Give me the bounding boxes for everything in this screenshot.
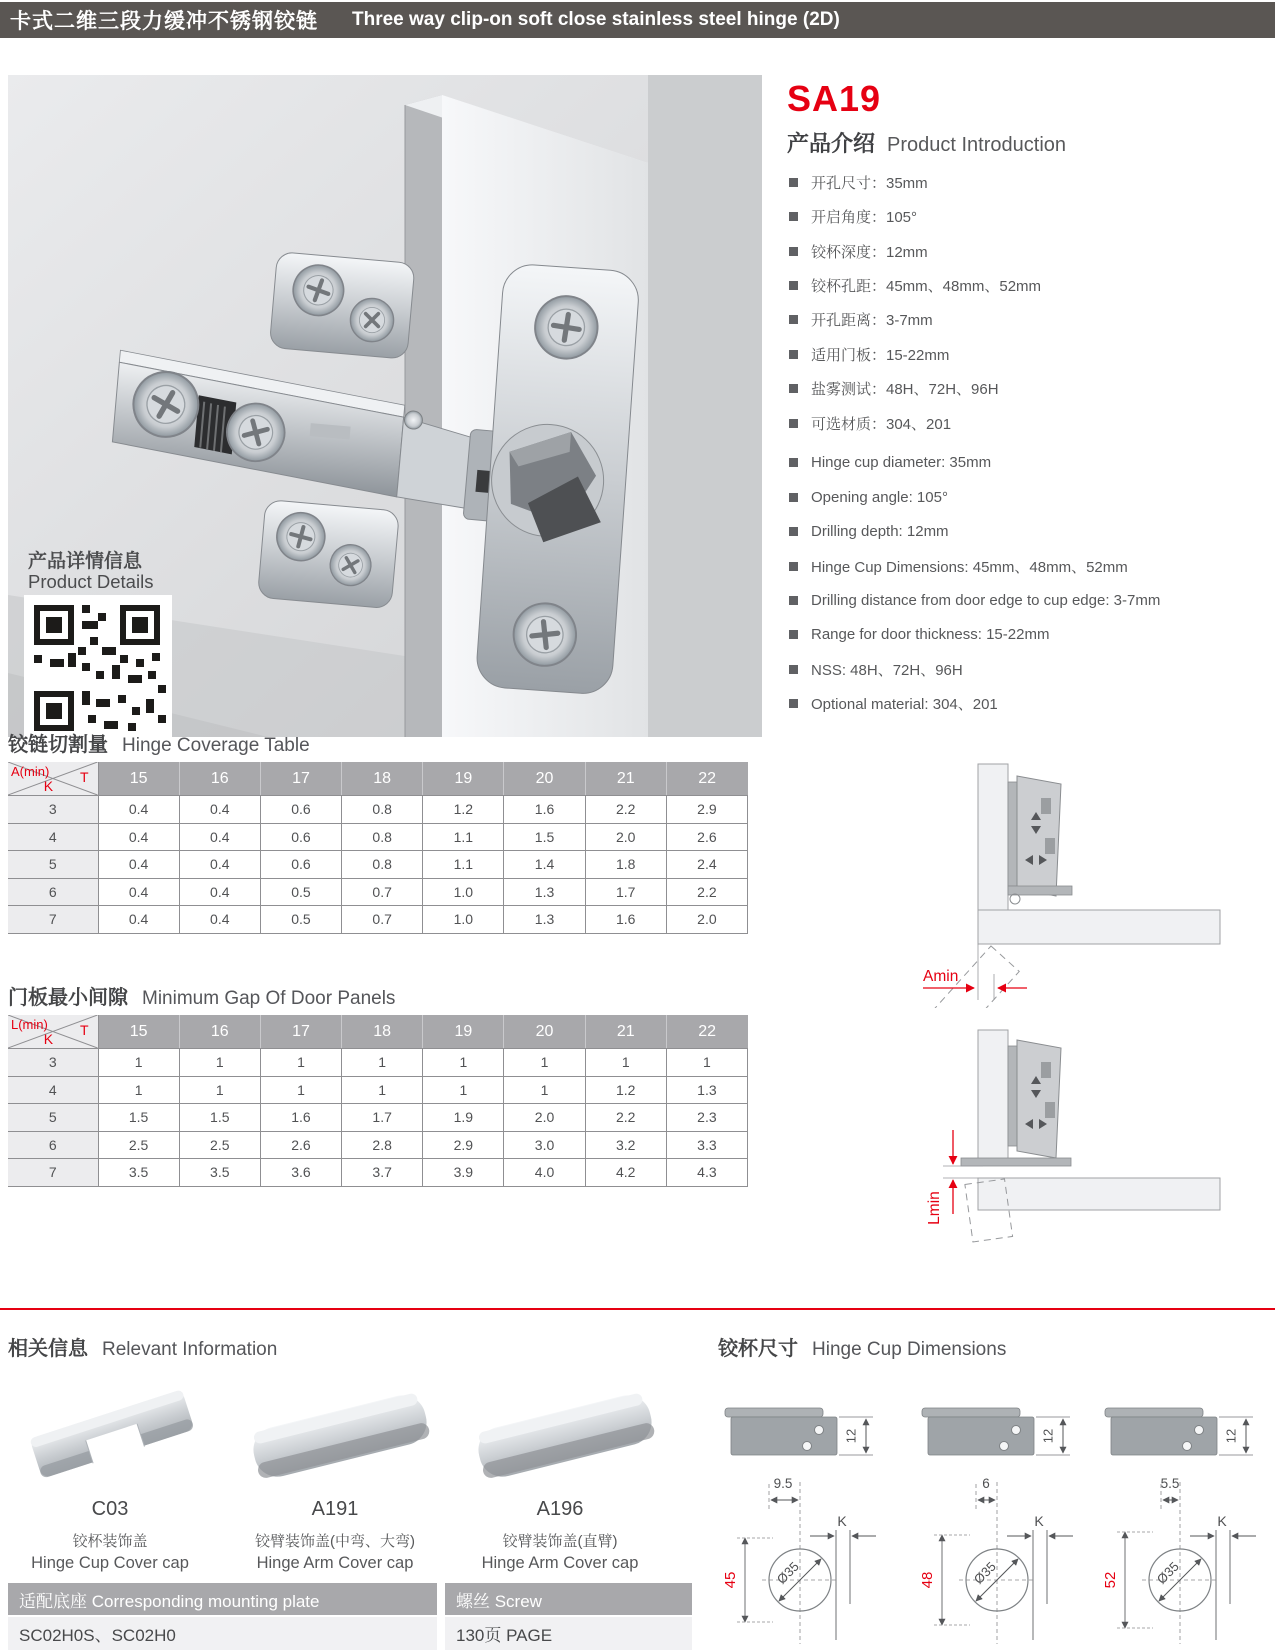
col-header: 17 [260, 1015, 341, 1049]
table-cell: 1 [666, 1049, 747, 1077]
col-header: 20 [504, 1015, 585, 1049]
row-header: 6 [8, 1131, 98, 1159]
bullet-square-icon [789, 493, 798, 502]
corner-label-a: A(min) [11, 764, 50, 779]
cover-cap-c03-image [5, 1372, 215, 1498]
table-cell: 3.9 [423, 1159, 504, 1187]
col-header: 21 [585, 762, 666, 796]
table-cell: 1.3 [666, 1076, 747, 1104]
screw-value: 130页 PAGE [445, 1617, 692, 1650]
hinge-side-glyph [1008, 776, 1072, 904]
spec-text: 开孔距离：3-7mm [811, 312, 933, 330]
spec-text: Range for door thickness: 15-22mm [811, 626, 1050, 644]
cup-k-label: K [1034, 1513, 1044, 1529]
table-row [8, 906, 748, 934]
red-separator-line [0, 1308, 1275, 1310]
table-header-row [8, 1015, 748, 1049]
table-cell: 1 [585, 1049, 666, 1077]
corner-label-k: K [43, 778, 54, 794]
gap-title-cn: 门板最小间隙 [8, 987, 128, 1009]
table-cell: 1 [504, 1076, 585, 1104]
bullet-square-icon [789, 699, 798, 708]
table-cell: 1.6 [585, 906, 666, 934]
part-caption-en: Hinge Cup Cover cap [31, 1554, 189, 1572]
header-title-cn: 卡式二维三段力缓冲不锈钢铰链 [10, 10, 318, 33]
table-cell: 2.2 [585, 1104, 666, 1132]
table-cell: 2.9 [666, 796, 747, 824]
table-cell: 1.2 [423, 796, 504, 824]
relevant-heading [8, 1332, 277, 1361]
gap-title-en: Minimum Gap Of Door Panels [142, 988, 396, 1009]
table-cell: 4.2 [585, 1159, 666, 1187]
caption-a191 [225, 1498, 445, 1573]
spec-item [789, 303, 1271, 337]
table-row [8, 1104, 748, 1132]
table-cell: 2.5 [98, 1131, 179, 1159]
cup-depth-label: 12 [1223, 1428, 1239, 1444]
spec-text: 开孔尺寸：35mm [811, 174, 928, 192]
table-row [8, 796, 748, 824]
col-header: 19 [423, 1015, 504, 1049]
table-cell: 1 [342, 1076, 423, 1104]
hinge-cup-plate [475, 263, 640, 695]
table-cell: 1.6 [504, 796, 585, 824]
cup-pitch-label: 52 [1101, 1571, 1119, 1589]
spec-item [789, 372, 1271, 406]
header-title-en: Three way clip-on soft close stainless steel hinge (2D) [352, 9, 840, 30]
table-header-row [8, 762, 748, 796]
qr-label-cn: 产品详情信息 [28, 551, 143, 572]
part-code: A191 [311, 1498, 359, 1520]
table-cell: 0.7 [342, 878, 423, 906]
table-row [8, 1131, 748, 1159]
spec-text: NSS: 48H、72H、96H [811, 661, 963, 679]
row-header: 3 [8, 796, 98, 824]
spec-item [789, 199, 1271, 233]
table-cell: 0.8 [342, 851, 423, 879]
table-cell: 1 [98, 1076, 179, 1104]
table-cell: 1.5 [179, 1104, 260, 1132]
table-cell: 2.0 [585, 823, 666, 851]
bullet-square-icon [789, 350, 798, 359]
table-cell: 0.5 [260, 906, 341, 934]
table-cell: 0.4 [179, 878, 260, 906]
cover-cap-a191-image [225, 1378, 455, 1498]
cup-pitch-label: 45 [721, 1571, 739, 1589]
table-cell: 0.4 [98, 796, 179, 824]
table-cell: 1.0 [423, 878, 504, 906]
table-cell: 1 [98, 1049, 179, 1077]
product-photo-illustration [8, 75, 762, 737]
bullet-square-icon [789, 178, 798, 187]
cup-offset-label: 6 [982, 1476, 990, 1491]
table-cell: 2.3 [666, 1104, 747, 1132]
table-cell: 0.8 [342, 823, 423, 851]
table-cell: 0.4 [179, 851, 260, 879]
table-cell: 0.4 [179, 906, 260, 934]
table-cell: 3.6 [260, 1159, 341, 1187]
cup-k-label: K [837, 1513, 847, 1529]
bullet-square-icon [789, 458, 798, 467]
table-cell: 1 [342, 1049, 423, 1077]
table-cell: 0.6 [260, 823, 341, 851]
cup-heading-cn: 铰杯尺寸 [718, 1338, 798, 1360]
row-header: 4 [8, 1076, 98, 1104]
part-caption-en: Hinge Arm Cover cap [481, 1554, 639, 1572]
gap-table-title [8, 981, 395, 1010]
table-cell: 3.0 [504, 1131, 585, 1159]
col-header: 18 [342, 762, 423, 796]
table-row [8, 1159, 748, 1187]
table-row [8, 1049, 748, 1077]
bullet-square-icon [789, 384, 798, 393]
table-cell: 3.5 [98, 1159, 179, 1187]
bullet-square-icon [789, 212, 798, 221]
caption-c03 [0, 1498, 220, 1573]
bullet-square-icon [789, 562, 798, 571]
bullet-square-icon [789, 527, 798, 536]
spec-text: 开启角度：105° [811, 209, 918, 227]
cup-diameter-label: Ø35 [970, 1558, 999, 1587]
table-cell: 0.5 [260, 878, 341, 906]
col-header: 22 [666, 1015, 747, 1049]
col-header: 17 [260, 762, 341, 796]
table-cell: 2.5 [179, 1131, 260, 1159]
table-row [8, 851, 748, 879]
spec-text: 盐雾测试：48H、72H、96H [811, 381, 999, 399]
row-header: 3 [8, 1049, 98, 1077]
table-cell: 1 [504, 1049, 585, 1077]
spec-item [789, 446, 1271, 480]
spec-item [789, 549, 1271, 583]
table-cell: 2.0 [504, 1104, 585, 1132]
table-corner-cell [8, 762, 98, 796]
coverage-title-en: Hinge Coverage Table [122, 735, 310, 756]
relevant-heading-cn: 相关信息 [8, 1338, 88, 1360]
table-cell: 1.2 [585, 1076, 666, 1104]
row-header: 6 [8, 878, 98, 906]
hinge-coverage-table [8, 762, 748, 934]
table-cell: 1.4 [504, 851, 585, 879]
table-cell: 2.8 [342, 1131, 423, 1159]
table-cell: 0.4 [98, 878, 179, 906]
bullet-square-icon [789, 281, 798, 290]
spec-item [789, 687, 1271, 721]
table-cell: 2.0 [666, 906, 747, 934]
table-cell: 0.6 [260, 851, 341, 879]
table-cell: 0.4 [179, 823, 260, 851]
coverage-table-title [8, 728, 310, 757]
cup-heading-en: Hinge Cup Dimensions [812, 1339, 1007, 1360]
relevant-heading-en: Relevant Information [102, 1339, 278, 1360]
intro-heading-cn: 产品介绍 [787, 131, 876, 156]
table-cell: 1.1 [423, 823, 504, 851]
lmin-mounting-diagram [865, 1018, 1265, 1243]
minimum-gap-table [8, 1015, 748, 1187]
bullet-square-icon [789, 315, 798, 324]
mounting-plate-value: SC02H0S、SC02H0 [8, 1617, 437, 1650]
spec-item [789, 406, 1271, 440]
table-cell: 0.4 [98, 851, 179, 879]
table-cell: 0.7 [342, 906, 423, 934]
cup-offset-label: 9.5 [773, 1476, 793, 1491]
col-header: 20 [504, 762, 585, 796]
table-cell: 0.4 [98, 823, 179, 851]
cup-dimension-diagram-48 [902, 1352, 1092, 1647]
row-header: 5 [8, 1104, 98, 1132]
col-header: 16 [179, 1015, 260, 1049]
table-cell: 1 [260, 1076, 341, 1104]
corner-label-l: L(min) [11, 1017, 48, 1032]
table-cell: 1 [423, 1049, 504, 1077]
part-caption-cn: 铰臂装饰盖(中弯、大弯) [255, 1533, 415, 1550]
bullet-square-icon [789, 596, 798, 605]
spec-text: Hinge cup diameter: 35mm [811, 454, 992, 472]
spec-item [789, 165, 1271, 199]
spec-item [789, 583, 1271, 617]
col-header: 15 [98, 762, 179, 796]
bullet-square-icon [789, 247, 798, 256]
spec-item [789, 652, 1271, 686]
table-cell: 3.7 [342, 1159, 423, 1187]
table-cell: 2.2 [585, 796, 666, 824]
table-cell: 2.9 [423, 1131, 504, 1159]
cup-k-label: K [1217, 1513, 1227, 1529]
table-cell: 1.1 [423, 851, 504, 879]
corner-label-t: T [79, 1022, 89, 1039]
caption-a196 [450, 1498, 670, 1573]
qr-label-en: Product Details [28, 571, 154, 592]
table-cell: 3.5 [179, 1159, 260, 1187]
table-cell: 1 [260, 1049, 341, 1077]
table-cell: 1.7 [342, 1104, 423, 1132]
table-cell: 1.7 [585, 878, 666, 906]
qr-code-block [24, 549, 172, 737]
corner-label-k: K [43, 1031, 54, 1047]
table-cell: 2.6 [260, 1131, 341, 1159]
intro-heading [787, 127, 1066, 158]
spec-item [789, 337, 1271, 371]
table-cell: 0.4 [179, 796, 260, 824]
cup-dimension-diagram-45 [705, 1352, 895, 1647]
corner-label-t: T [79, 769, 89, 786]
part-caption-cn: 铰杯装饰盖 [72, 1533, 148, 1550]
spec-text: Opening angle: 105° [811, 488, 948, 506]
spec-text: Drilling depth: 12mm [811, 523, 949, 541]
table-cell: 2.6 [666, 823, 747, 851]
cup-diameter-label: Ø35 [1153, 1558, 1182, 1587]
col-header: 15 [98, 1015, 179, 1049]
table-row [8, 1076, 748, 1104]
table-cell: 1.3 [504, 878, 585, 906]
spec-text: Optional material: 304、201 [811, 696, 998, 714]
table-cell: 1 [179, 1049, 260, 1077]
row-header: 7 [8, 1159, 98, 1187]
table-cell: 3.2 [585, 1131, 666, 1159]
intro-heading-en: Product Introduction [887, 134, 1067, 156]
table-cell: 2.2 [666, 878, 747, 906]
part-code: A196 [536, 1498, 584, 1520]
col-header: 16 [179, 762, 260, 796]
row-header: 5 [8, 851, 98, 879]
cup-depth-label: 12 [1040, 1428, 1056, 1444]
spec-item [789, 480, 1271, 514]
table-row [8, 823, 748, 851]
table-cell: 0.4 [98, 906, 179, 934]
spec-text: 适用门板：15-22mm [811, 346, 950, 364]
spec-item [789, 514, 1271, 548]
mounting-plate-header: 适配底座 Corresponding mounting plate [8, 1583, 437, 1615]
part-caption-en: Hinge Arm Cover cap [256, 1554, 414, 1572]
lmin-label: Lmin [926, 1191, 943, 1225]
table-cell: 3.3 [666, 1131, 747, 1159]
col-header: 22 [666, 762, 747, 796]
spec-text: 可选材质：304、201 [811, 415, 952, 433]
screw-header: 螺丝 Screw [445, 1583, 692, 1615]
cover-cap-a196-image [450, 1378, 680, 1498]
table-cell: 1 [179, 1076, 260, 1104]
bullet-square-icon [789, 630, 798, 639]
spec-text: 铰杯孔距：45mm、48mm、52mm [811, 278, 1042, 296]
table-cell: 0.8 [342, 796, 423, 824]
spec-item [789, 234, 1271, 268]
spec-text: Hinge Cup Dimensions: 45mm、48mm、52mm [811, 558, 1128, 576]
amin-label: Amin [923, 968, 959, 985]
spec-item [789, 618, 1271, 652]
product-code: SA19 [787, 78, 882, 119]
spec-text: Drilling distance from door edge to cup edge: 3-7mm [811, 591, 1161, 609]
table-row [8, 878, 748, 906]
table-cell: 4.3 [666, 1159, 747, 1187]
cup-depth-label: 12 [843, 1428, 859, 1444]
cup-dimension-diagram-52 [1085, 1352, 1275, 1647]
table-cell: 1.8 [585, 851, 666, 879]
bullet-square-icon [789, 419, 798, 428]
cup-diameter-label: Ø35 [773, 1558, 802, 1587]
table-cell: 1.9 [423, 1104, 504, 1132]
table-cell: 4.0 [504, 1159, 585, 1187]
table-cell: 1 [423, 1076, 504, 1104]
table-corner-cell [8, 1015, 98, 1049]
col-header: 21 [585, 1015, 666, 1049]
cup-pitch-label: 48 [918, 1571, 936, 1589]
table-cell: 1.5 [98, 1104, 179, 1132]
part-code: C03 [91, 1498, 129, 1520]
part-caption-cn: 铰臂装饰盖(直臂) [502, 1533, 618, 1550]
coverage-title-cn: 铰链切割量 [8, 734, 108, 756]
table-cell: 1.5 [504, 823, 585, 851]
table-cell: 0.6 [260, 796, 341, 824]
cup-offset-label: 5.5 [1160, 1476, 1180, 1491]
row-header: 4 [8, 823, 98, 851]
amin-mounting-diagram [865, 738, 1265, 1008]
table-cell: 1.0 [423, 906, 504, 934]
page-header-bar [0, 2, 1275, 38]
spec-list [789, 165, 1271, 721]
col-header: 19 [423, 762, 504, 796]
spec-item [789, 268, 1271, 302]
table-cell: 2.4 [666, 851, 747, 879]
col-header: 18 [342, 1015, 423, 1049]
table-cell: 1.3 [504, 906, 585, 934]
row-header: 7 [8, 906, 98, 934]
spec-text: 铰杯深度：12mm [811, 243, 928, 261]
table-cell: 1.6 [260, 1104, 341, 1132]
bullet-square-icon [789, 665, 798, 674]
